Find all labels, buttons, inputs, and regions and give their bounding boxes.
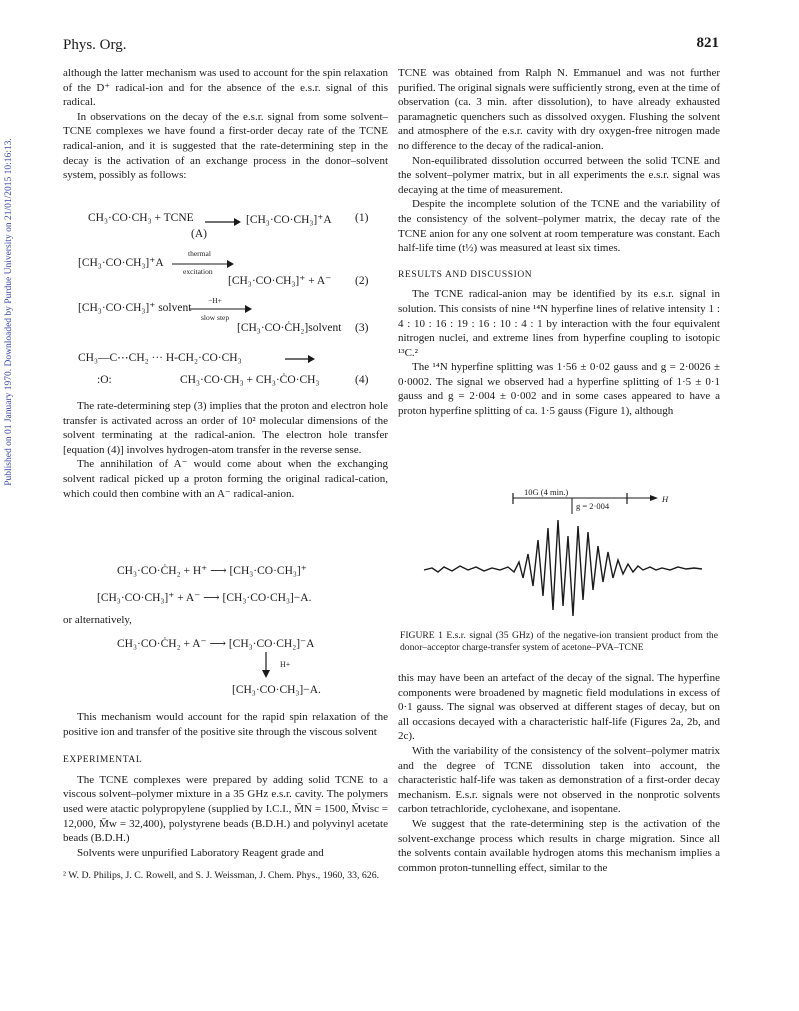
- arrow-label-above: −H+: [208, 296, 222, 305]
- equation-2-left: [CH₃·CO·CH₃]⁺A: [78, 257, 164, 269]
- left-column-experimental: [63, 710, 388, 883]
- equation-1-left: CH₃·CO·CH₃ + TCNE: [88, 212, 194, 224]
- equation-4-left: CH₃—C⋯CH₂ ··· H-CH₂·CO·CH₃: [78, 352, 242, 364]
- paragraph: We suggest that the rate-determining step is the activation of the solvent-exchange process which results in charge migration. Since all the solvents contain available hydrogen atoms this mechanism implies a common proton-tunnelling effect, similar to the: [398, 817, 720, 874]
- equation-3-number: (3): [355, 322, 369, 334]
- figure-1-esr-signal: [424, 488, 704, 623]
- page-number: 821: [696, 35, 719, 51]
- reaction-arrow: [285, 354, 315, 364]
- paragraph: The rate-determining step (3) implies that the proton and electron hole transfer is activated across an order of 10² molecular dimensions of the solvent terminating at the radical-anion. The electron hole transfer [equation (4)] involves hydrogen-atom transfer in the reverse sense.: [63, 400, 388, 456]
- paragraph: The TCNE complexes were prepared by adding solid TCNE to a viscous solvent–polymer mixture in a 35 GHz e.s.r. cavity. The polymers used were atactic polypropylene (supplied by I.C.I., M̄N = 1500, M̄visc = 12,000, M̄w = 32,400), polystyrene beads (B.D.H.) and polyvinyl acetate beads (B.D.H.): [63, 773, 388, 845]
- esr-signal-trace: [424, 520, 702, 616]
- field-arrow-head: [650, 495, 658, 501]
- equation-4-number: (4): [355, 374, 369, 386]
- reaction-arrow-down: [261, 652, 271, 678]
- equation-4-right: CH₃·CO·CH₃ + CH₃·ĊO·CH₃: [180, 374, 320, 386]
- paragraph: although the latter mechanism was used to account for the spin relaxation of the D⁺ radical-ion and for the absence of the e.s.r. signal of this radical.: [63, 67, 388, 109]
- paragraph: This mechanism would account for the rapid spin relaxation of the positive ion and transfer of the positive site through the viscous solvent: [63, 711, 388, 738]
- equation-6: [CH₃·CO·CH₃]⁺ + A⁻ ⟶ [CH₃·CO·CH₃]−A.: [97, 592, 312, 604]
- paragraph: TCNE was obtained from Ralph N. Emmanuel and was not further purified. The original signals were sufficiently strong, even at the time of observation (ca. 3 min. after dissolution), to have already exhausted paramagnetic quenchers such as dissolved oxygen. Flushing the solvent and atmosphere of the e.s.r. cavity with dry oxygen-free nitrogen made no difference to the decay of the radical-anion.: [398, 67, 720, 152]
- right-column-top: [398, 66, 720, 419]
- or-alternatively-text: or alternatively,: [63, 614, 132, 626]
- equation-1-label: (A): [191, 228, 207, 240]
- equation-4-oxygen: :O:: [97, 374, 112, 386]
- figure-field-label: H: [662, 494, 669, 504]
- figure-1-caption: FIGURE 1 E.s.r. signal (35 GHz) of the negative-ion transient product from the donor–acceptor charge-transfer system of acetone–PVA–TCNE: [400, 630, 718, 653]
- paragraph: Solvents were unpurified Laboratory Reagent grade and: [77, 846, 324, 859]
- journal-title: Phys. Org.: [63, 37, 127, 53]
- paragraph: The annihilation of A⁻ would come about when the exchanging solvent radical picked up a proton forming the original radical-cation, which could then combine with an A⁻ radical-anion.: [63, 458, 388, 500]
- paragraph: The ¹⁴N hyperfine splitting was 1·56 ± 0·02 gauss and g = 2·0026 ± 0·0002. The signal we observed had a hyperfine splitting of 1·5 ± 0·1 gauss and g = 2·004 ± 0·002 and in some cases appeared to have a proton hyperfine splitting of ca. 1·5 gauss (Figure 1), although: [398, 361, 720, 418]
- figure-scale-label: 10G (4 min.): [524, 487, 569, 497]
- equation-1-right: [CH₃·CO·CH₃]⁺A: [246, 214, 332, 226]
- equation-3-left: [CH₃·CO·CH₃]⁺ solvent: [78, 302, 192, 314]
- equation-5: CH₃·CO·ĊH₂ + H⁺ ⟶ [CH₃·CO·CH₃]⁺: [117, 565, 307, 577]
- section-heading-experimental: EXPERIMENTAL: [63, 755, 143, 766]
- equation-8: [CH₃·CO·CH₃]−A.: [232, 684, 321, 696]
- footnote: ² W. D. Philips, J. C. Rowell, and S. J. Weissman, J. Chem. Phys., 1960, 33, 626.: [63, 870, 380, 882]
- left-column-discussion: [63, 399, 388, 501]
- arrow-label-below: excitation: [183, 267, 213, 276]
- download-watermark: [0, 12, 20, 612]
- paragraph: The TCNE radical-anion may be identified by its e.s.r. signal in solution. This consists of nine ¹⁴N hyperfine lines of relative intensity 1 : 4 : 10 : 16 : 19 : 16 : 10 : 4 : 1 by interaction with the four equivalent nitrogen nuclei, and extreme lines from hyperfine coupling to isotopic ¹³C.²: [398, 288, 720, 359]
- left-column-intro: [63, 66, 388, 183]
- equation-3-right: [CH₃·CO·ĊH₂]solvent: [237, 322, 342, 334]
- paragraph: Non-equilibrated dissolution occurred between the solid TCNE and the solvent–polymer matrix, but in all experiments the e.s.r. signal was decaying at the time of measurement.: [398, 154, 720, 196]
- figure-g-label: g = 2·004: [576, 501, 610, 511]
- arrow-label-h: H+: [280, 660, 291, 669]
- equation-7: CH₃·CO·ĊH₂ + A⁻ ⟶ [CH₃·CO·CH₂]⁻A: [117, 638, 315, 650]
- paragraph: this may have been an artefact of the decay of the signal. The hyperfine components were broadened by magnetic field modulations in excess of 0·1 gauss. The signal was observed at different stages of decay, but on all occasions decayed with a characteristic half-life (Figures 2a, 2b, and 2c).: [398, 672, 720, 743]
- arrow-label-above: thermal: [188, 249, 211, 258]
- equation-2-number: (2): [355, 275, 369, 287]
- paragraph: With the variability of the consistency of the solvent–polymer matrix and the degree of TCNE dissolution taken into account, the characteristic half-life was taken as demonstration of a first-order decay mechanism. E.s.r. signals were not observed in the nonprotic solvents carbon tetrachloride, cyclohexane, and isopentane.: [398, 744, 720, 816]
- arrow-label-below: slow step: [201, 313, 230, 322]
- right-column-bottom: [398, 671, 720, 875]
- paragraph: In observations on the decay of the e.s.r. signal from some solvent–TCNE complexes we have found a first-order decay rate of the TCNE radical-anion, and it is suggested that the rate-determining step in the decay is the activation of an exchange process in the donor–solvent system, possibly as follows:: [63, 110, 388, 182]
- equation-2-right: [CH₃·CO·CH₃]⁺ + A⁻: [228, 275, 332, 287]
- section-heading-results: RESULTS AND DISCUSSION: [398, 269, 533, 280]
- download-watermark-text: Published on 01 January 1970. Downloaded by Purdue University on 21/01/2015 10:16:13.: [4, 138, 14, 486]
- paragraph: Despite the incomplete solution of the TCNE and the variability of the consistency of the solvent–polymer matrix, the decay rate of the TCNE anion for any one solvent at room temperature was constant. Each half-life time (t½) was measured at least six times.: [398, 198, 720, 255]
- reaction-arrow: [205, 217, 241, 227]
- equation-1-number: (1): [355, 212, 369, 224]
